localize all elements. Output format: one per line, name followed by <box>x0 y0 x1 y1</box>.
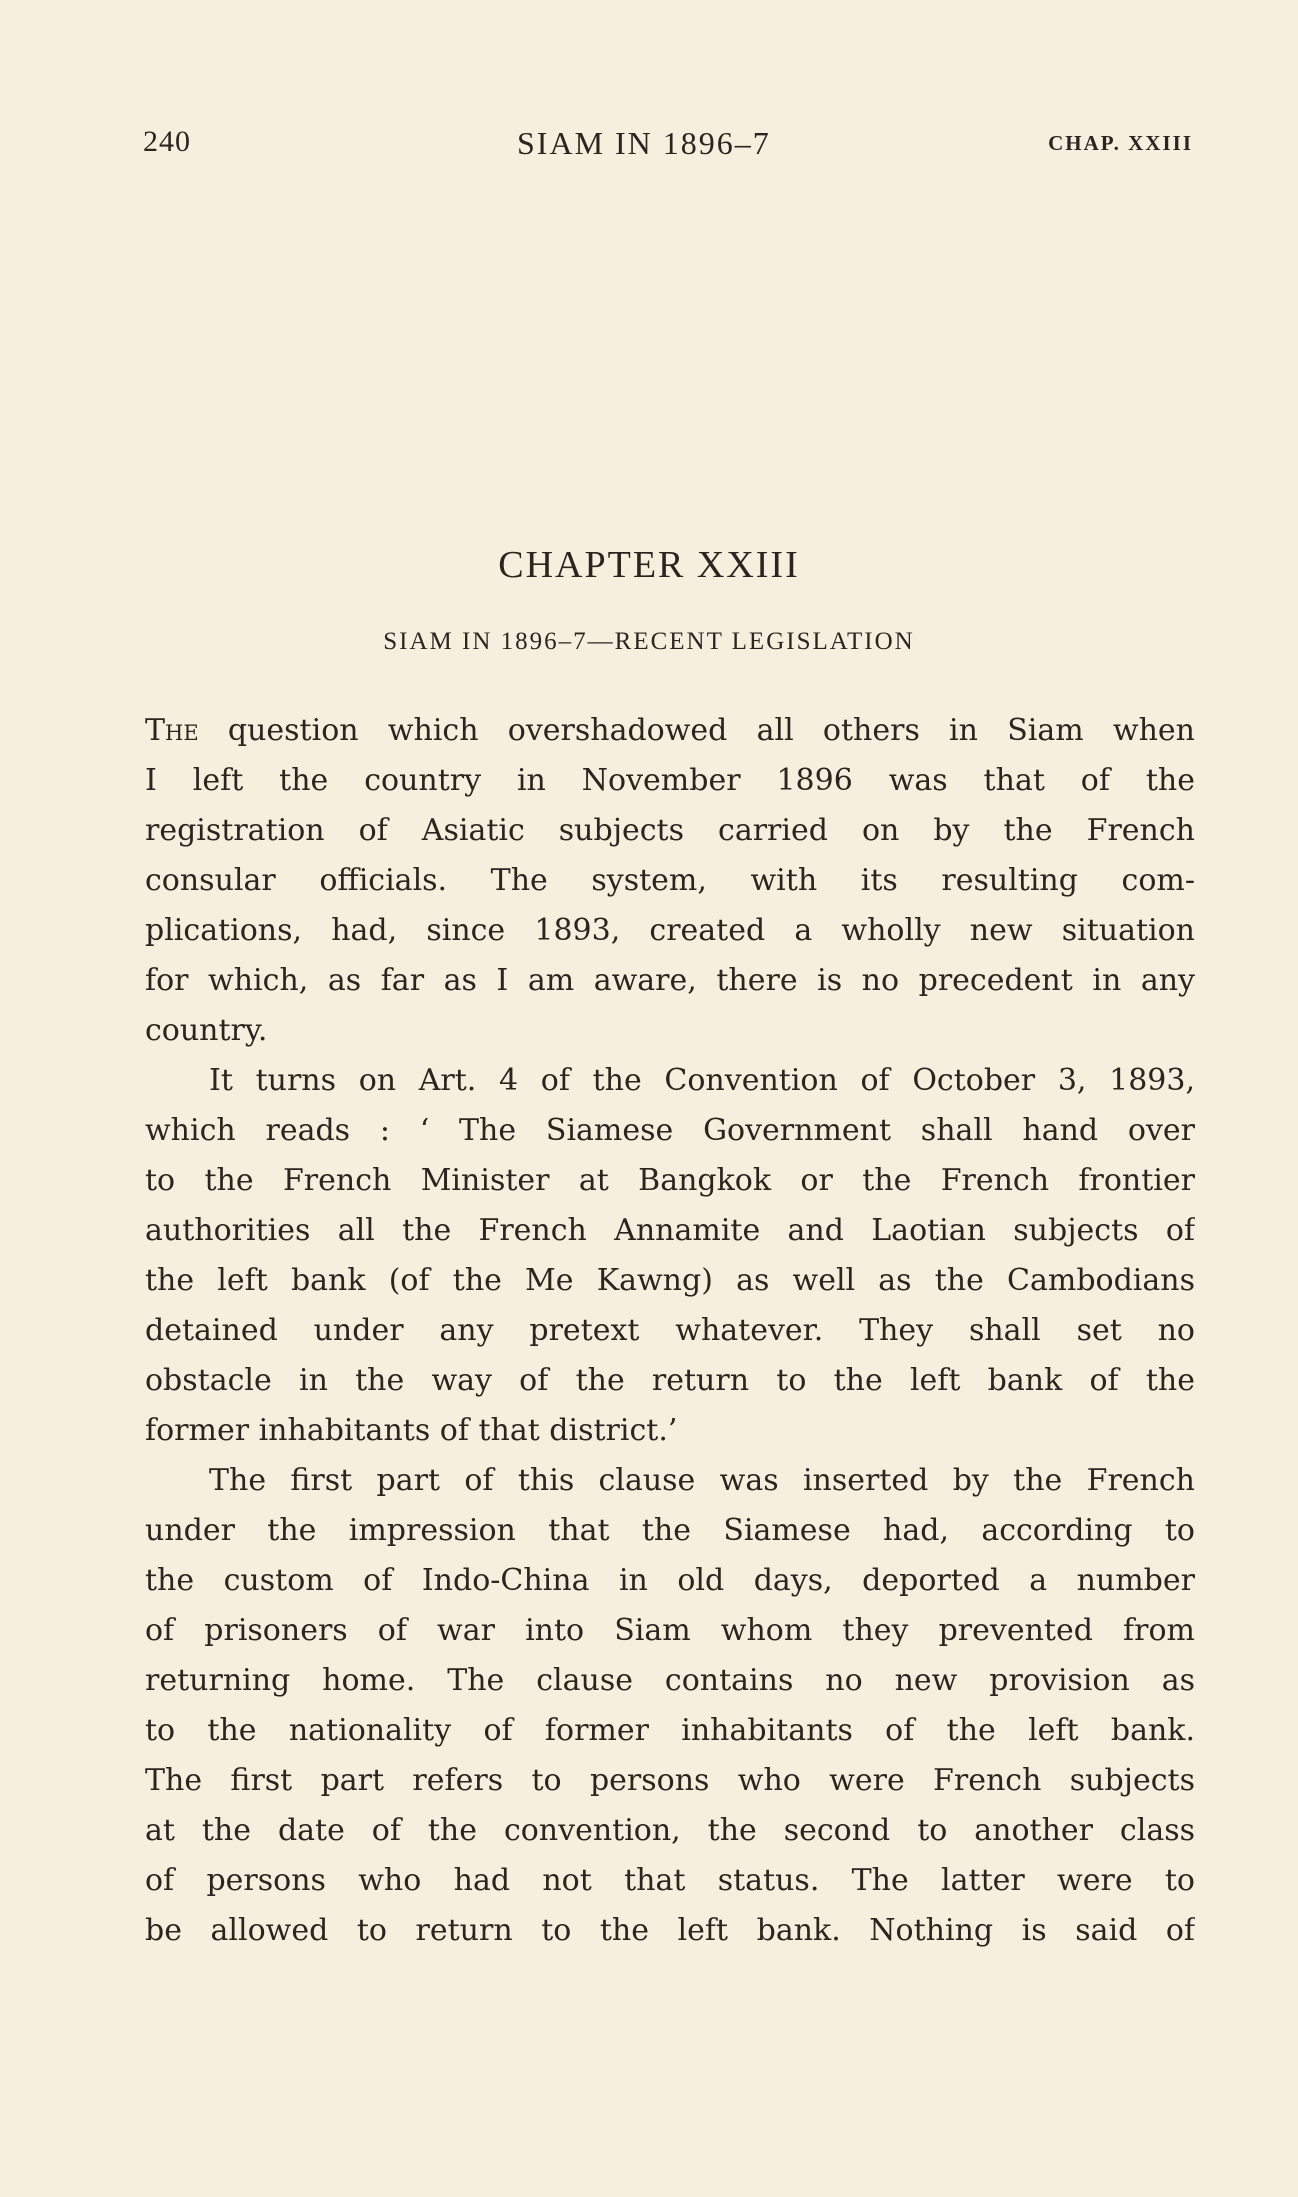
text-line: registration of Asiatic subjects carried on by the French <box>145 813 1195 848</box>
text-line: consular officials. The system, with its resulting com- <box>145 863 1195 898</box>
text-line: plications, had, since 1893, created a wholly new situation <box>145 913 1195 948</box>
text-line: which reads : ‘ The Siamese Government shall hand over <box>145 1113 1195 1148</box>
running-title: SIAM IN 1896–7 <box>517 125 771 161</box>
running-chapter: CHAP. XXIII <box>1048 131 1193 155</box>
text-line: detained under any pretext whatever. They shall set no <box>145 1313 1195 1348</box>
lead-word: The <box>145 713 199 748</box>
chapter-subtitle: SIAM IN 1896–7—RECENT LEGISLATION <box>383 628 915 655</box>
text-line: of persons who had not that status. The latter were to <box>145 1863 1195 1898</box>
chapter-heading: CHAPTER XXIII <box>498 544 800 586</box>
text-line: to the nationality of former inhabitants of the left bank. <box>145 1713 1195 1748</box>
text-line: returning home. The clause contains no new provision as <box>145 1663 1195 1698</box>
text-line: country. <box>145 1013 268 1048</box>
text-line: It turns on Art. 4 of the Convention of October 3, 1893, <box>209 1063 1195 1098</box>
text-line: of prisoners of war into Siam whom they prevented from <box>145 1613 1195 1648</box>
text-line: The first part refers to persons who were French subjects <box>145 1763 1195 1798</box>
text-line <box>145 706 1195 756</box>
text-line: former inhabitants of that district.’ <box>145 1413 678 1448</box>
text-line: at the date of the convention, the second to another class <box>145 1813 1195 1848</box>
text-line: I left the country in November 1896 was that of the <box>145 763 1195 798</box>
running-head <box>143 125 1193 165</box>
page-number: 240 <box>143 125 191 158</box>
line-text: question which overshadowed all others in Siam when <box>198 713 1195 748</box>
text-line: be allowed to return to the left bank. Nothing is said of <box>145 1913 1195 1948</box>
text-line: obstacle in the way of the return to the left bank of the <box>145 1363 1195 1398</box>
text-line: The first part of this clause was inserted by the French <box>209 1463 1195 1498</box>
text-line: the left bank (of the Me Kawng) as well as the Cambodians <box>145 1263 1195 1298</box>
text-line: authorities all the French Annamite and Laotian subjects of <box>145 1213 1195 1248</box>
text-line: to the French Minister at Bangkok or the French frontier <box>145 1163 1195 1198</box>
body-text <box>145 706 1195 1956</box>
text-line: the custom of Indo-China in old days, deported a number <box>145 1563 1195 1598</box>
text-line: for which, as far as I am aware, there is no precedent in any <box>145 963 1195 998</box>
text-line: under the impression that the Siamese had, according to <box>145 1513 1195 1548</box>
